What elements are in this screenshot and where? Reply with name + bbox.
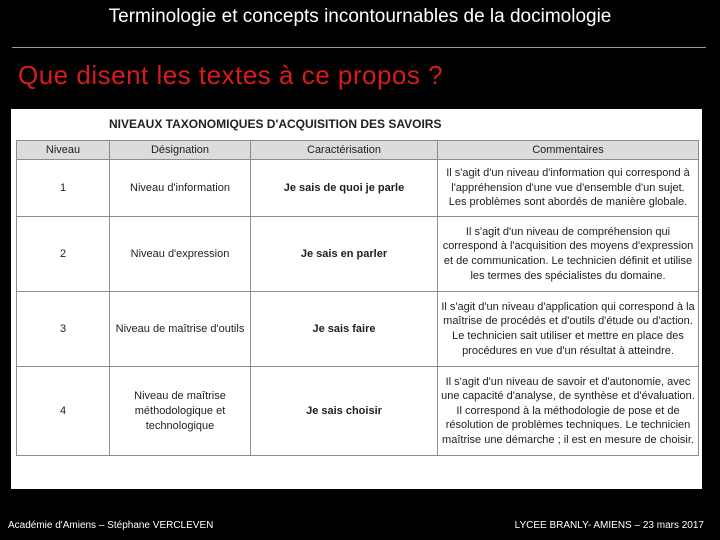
cell-caracterisation: Je sais choisir: [251, 367, 438, 456]
cell-commentaire: Il s'agit d'un niveau de compréhension qui correspond à l'acquisition des moyens d'expression et de communication. Le technicien définit et utilise les termes des spécialistes du domaine.: [438, 217, 699, 292]
slide-subtitle: Que disent les textes à ce propos ?: [18, 60, 444, 90]
cell-niveau: 2: [17, 217, 110, 292]
table-row: [17, 217, 699, 292]
table-row: [17, 367, 699, 456]
cell-commentaire: Il s'agit d'un niveau d'application qui correspond à la maîtrise de procédés et d'outils d'étude ou d'action. Le technicien sait utiliser et mettre en place des procédures en vue d'un résultat à atteindre.: [438, 292, 699, 367]
cell-niveau: 3: [17, 292, 110, 367]
table-header-row: [17, 141, 699, 160]
table-row: [17, 292, 699, 367]
column-header-designation: Désignation: [110, 141, 251, 160]
cell-designation: Niveau d'expression: [110, 217, 251, 292]
column-header-niveau: Niveau: [17, 141, 110, 160]
cell-niveau: 1: [17, 160, 110, 217]
table-row: [17, 160, 699, 217]
cell-commentaire: Il s'agit d'un niveau de savoir et d'autonomie, avec une capacité d'analyse, de synthèse et d'évaluation. Il correspond à la méthodologie de pose et de résolution de problèmes techniques. Le technicien maîtrise une démarche ; il est en mesure de choisir.: [438, 367, 699, 456]
column-header-caracterisation: Caractérisation: [251, 141, 438, 160]
title-divider: [12, 47, 706, 48]
cell-caracterisation: Je sais en parler: [251, 217, 438, 292]
taxonomy-image-panel: [11, 109, 702, 489]
cell-caracterisation: Je sais de quoi je parle: [251, 160, 438, 217]
cell-designation: Niveau de maîtrise méthodologique et technologique: [110, 367, 251, 456]
cell-designation: Niveau d'information: [110, 160, 251, 217]
column-header-commentaires: Commentaires: [438, 141, 699, 160]
footer-venue-date: LYCEE BRANLY- AMIENS – 23 mars 2017: [514, 520, 704, 531]
footer-author: Académie d'Amiens – Stéphane VERCLEVEN: [8, 520, 214, 531]
table-title: NIVEAUX TAXONOMIQUES D'ACQUISITION DES SAVOIRS: [109, 117, 442, 131]
slide-title: Terminologie et concepts incontournables de la docimologie: [108, 6, 612, 27]
cell-niveau: 4: [17, 367, 110, 456]
cell-designation: Niveau de maîtrise d'outils: [110, 292, 251, 367]
taxonomy-table: [16, 140, 699, 456]
cell-commentaire: Il s'agit d'un niveau d'information qui correspond à l'appréhension d'une vue d'ensemble d'un sujet. Les problèmes sont abordés de manière globale.: [438, 160, 699, 217]
cell-caracterisation: Je sais faire: [251, 292, 438, 367]
